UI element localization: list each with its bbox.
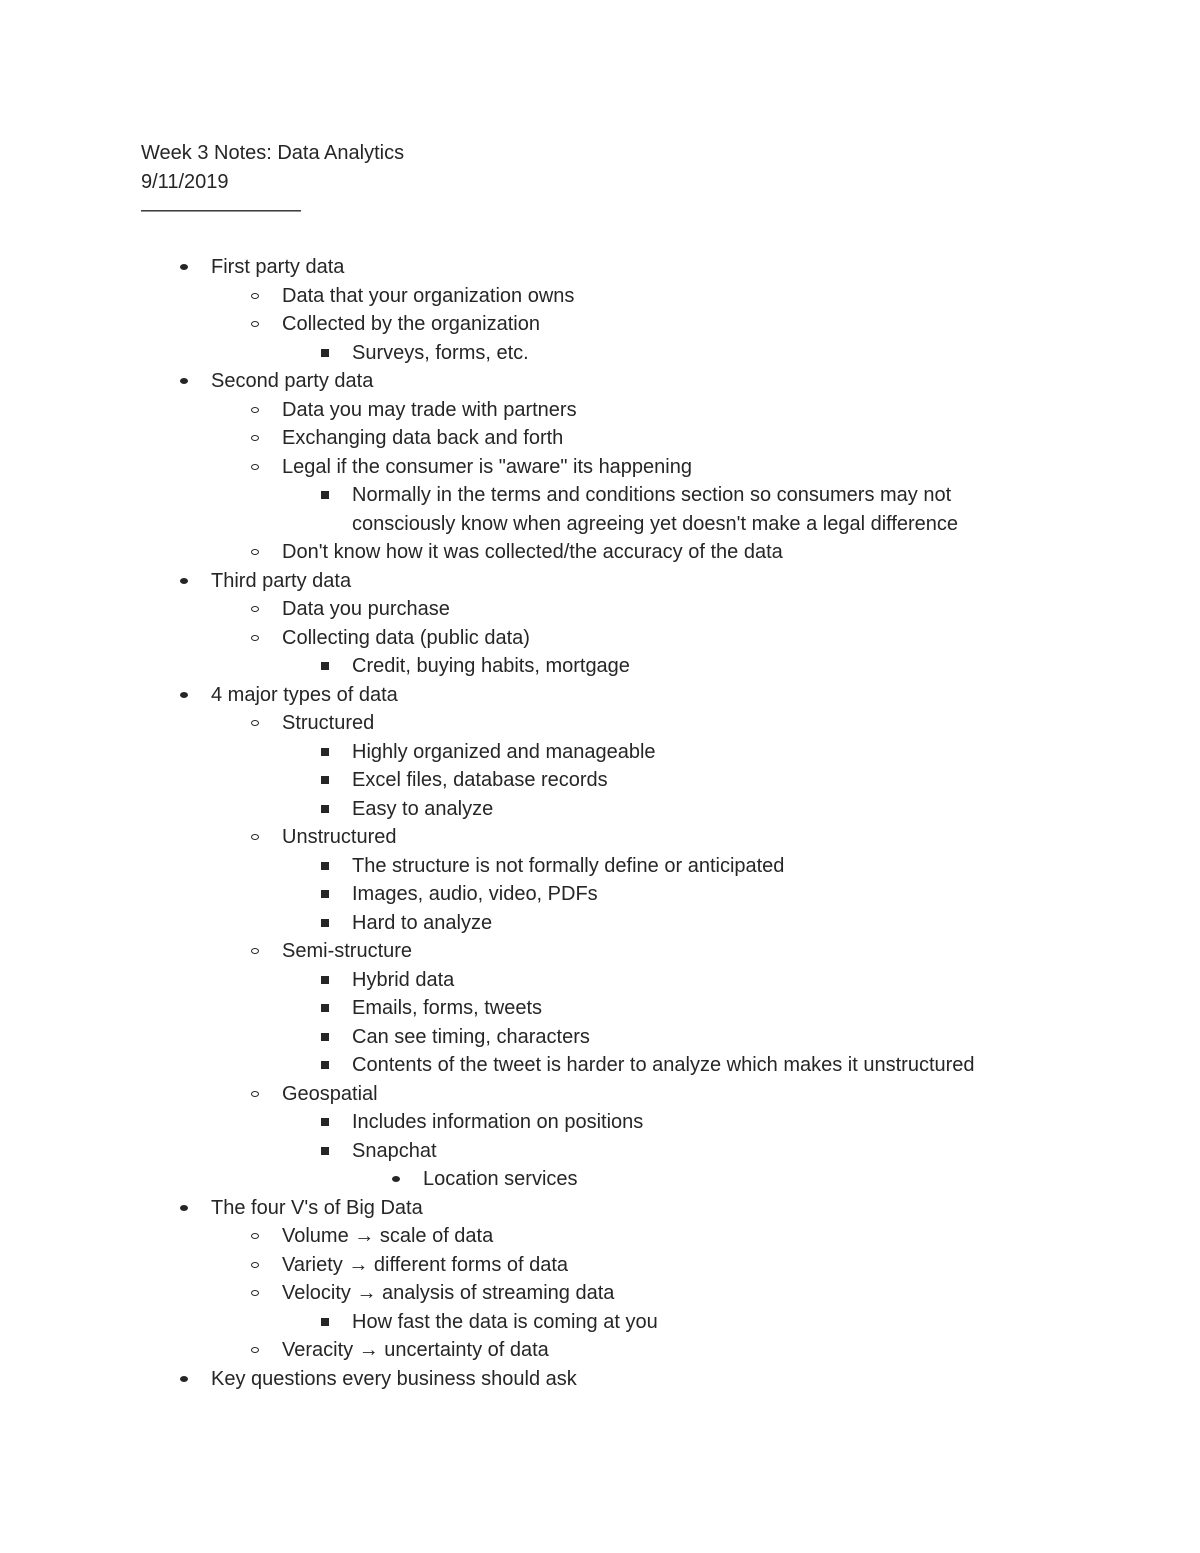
filled-square-icon — [318, 1108, 332, 1137]
outline-item-text: Third party data — [211, 569, 352, 592]
hollow-circle-icon — [248, 424, 262, 453]
filled-disc-icon — [389, 1165, 403, 1194]
filled-disc-icon — [177, 681, 191, 710]
outline-item-text: First party data — [211, 256, 345, 278]
outline-item-level-3 — [0, 880, 1200, 909]
outline-item-level-2 — [0, 624, 1200, 653]
outline-item-level-2 — [0, 453, 1200, 482]
outline-item-text: Collected by the organization — [282, 313, 540, 335]
outline-item-level-3 — [0, 1308, 1200, 1337]
outline-item-text: Veracity → uncertainty of data — [282, 1339, 549, 1361]
outline-item-text: Volume → scale of data — [282, 1225, 494, 1247]
outline-item-level-3 — [0, 738, 1200, 767]
outline-item-text: Data you may trade with partners — [282, 398, 577, 421]
hollow-circle-icon — [248, 310, 262, 339]
hollow-circle-icon — [248, 453, 262, 482]
filled-square-icon — [318, 1308, 332, 1337]
outline-item-level-2 — [0, 709, 1200, 738]
outline-item-level-2 — [0, 282, 1200, 311]
hollow-circle-icon — [248, 1251, 262, 1280]
hollow-circle-icon — [248, 1336, 262, 1365]
hollow-circle-icon — [248, 595, 262, 624]
outline-item-text: Data you purchase — [282, 598, 450, 620]
outline-item-level-3 — [0, 766, 1200, 795]
outline-item-level-2 — [0, 823, 1200, 852]
outline-item-text: Don't know how it was collected/the accuracy of the data — [282, 541, 783, 563]
outline-item-level-2 — [0, 424, 1200, 453]
filled-square-icon — [318, 1137, 332, 1166]
outline-item-level-3 — [0, 1023, 1200, 1052]
hollow-circle-icon — [248, 538, 262, 567]
outline-item-text: Exchanging data back and forth — [282, 427, 564, 449]
outline-item-text: Location services — [423, 1168, 578, 1190]
outline-item-text: Second party data — [211, 370, 374, 392]
outline-item-text: Highly organized and manageable — [352, 740, 656, 763]
outline-item-level-2 — [0, 1222, 1200, 1251]
outline-item-text: Surveys, forms, etc. — [352, 341, 529, 364]
outline-item-text: The four V's of Big Data — [211, 1196, 423, 1219]
outline-item-level-2 — [0, 595, 1200, 624]
outline-item-level-1 — [0, 567, 1200, 596]
outline-item-text: Emails, forms, tweets — [352, 997, 543, 1019]
bulleted-outline — [0, 253, 1200, 1393]
hollow-circle-icon — [248, 1080, 262, 1109]
outline-item-text: Legal if the consumer is "aware" its happening — [282, 455, 692, 478]
outline-item-level-2 — [0, 937, 1200, 966]
outline-item-level-4 — [0, 1165, 1200, 1194]
hollow-circle-icon — [248, 1279, 262, 1308]
outline-item-text: Collecting data (public data) — [282, 626, 530, 649]
outline-item-text: 4 major types of data — [211, 683, 398, 706]
divider-line: ———————— — [141, 199, 301, 221]
outline-item-level-2 — [0, 538, 1200, 567]
outline-item-text: Credit, buying habits, mortgage — [352, 655, 630, 677]
outline-item-text: Geospatial — [282, 1082, 378, 1105]
filled-disc-icon — [177, 367, 191, 396]
outline-item-level-3 — [0, 652, 1200, 681]
filled-square-icon — [318, 994, 332, 1023]
outline-item-level-2 — [0, 1279, 1200, 1308]
outline-item-level-2 — [0, 1336, 1200, 1365]
outline-item-level-3 — [0, 1051, 1200, 1080]
outline-item-text: Includes information on positions — [352, 1111, 644, 1133]
filled-square-icon — [318, 339, 332, 368]
filled-square-icon — [318, 738, 332, 767]
outline-item-text: Contents of the tweet is harder to analyze which makes it unstructured — [352, 1054, 975, 1076]
outline-item-level-1 — [0, 253, 1200, 282]
hollow-circle-icon — [248, 823, 262, 852]
filled-disc-icon — [177, 253, 191, 282]
outline-item-text: Can see timing, characters — [352, 1025, 590, 1048]
hollow-circle-icon — [248, 396, 262, 425]
outline-item-level-3 — [0, 1137, 1200, 1166]
outline-item-level-3 — [0, 1108, 1200, 1137]
document-date: 9/11/2019 — [141, 170, 229, 193]
filled-square-icon — [318, 852, 332, 881]
outline-item-text: Velocity → analysis of streaming data — [282, 1282, 615, 1304]
hollow-circle-icon — [248, 624, 262, 653]
outline-item-text: Excel files, database records — [352, 769, 608, 791]
filled-square-icon — [318, 909, 332, 938]
outline-item-text: Hard to analyze — [352, 911, 493, 934]
filled-square-icon — [318, 880, 332, 909]
outline-item-level-3 — [0, 994, 1200, 1023]
outline-item-text: Key questions every business should ask — [211, 1367, 577, 1390]
outline-item-level-3 — [0, 339, 1200, 368]
outline-item-text: Structured — [282, 712, 375, 734]
filled-square-icon — [318, 1051, 332, 1080]
outline-item-text: Snapchat — [352, 1139, 437, 1162]
outline-item-text: How fast the data is coming at you — [352, 1310, 658, 1333]
outline-item-level-1 — [0, 367, 1200, 396]
filled-disc-icon — [177, 1365, 191, 1394]
hollow-circle-icon — [248, 937, 262, 966]
filled-square-icon — [318, 652, 332, 681]
outline-item-level-1 — [0, 1365, 1200, 1394]
outline-item-text: Normally in the terms and conditions section so consumers may not consciously know when agreeing yet doesn't make a legal difference — [352, 484, 959, 535]
outline-item-text: Easy to analyze — [352, 797, 494, 820]
filled-disc-icon — [177, 567, 191, 596]
outline-item-level-3 — [0, 909, 1200, 938]
outline-item-level-2 — [0, 1080, 1200, 1109]
outline-item-level-3 — [0, 966, 1200, 995]
document-title: Week 3 Notes: Data Analytics — [141, 142, 405, 164]
filled-square-icon — [318, 966, 332, 995]
outline-item-level-3 — [0, 795, 1200, 824]
outline-item-level-1 — [0, 1194, 1200, 1223]
outline-item-text: Data that your organization owns — [282, 284, 575, 307]
outline-item-text: The structure is not formally define or anticipated — [352, 854, 785, 877]
outline-item-level-2 — [0, 310, 1200, 339]
document-header — [141, 139, 404, 225]
filled-square-icon — [318, 795, 332, 824]
outline-item-text: Unstructured — [282, 826, 397, 848]
filled-disc-icon — [177, 1194, 191, 1223]
filled-square-icon — [318, 766, 332, 795]
filled-square-icon — [318, 481, 332, 510]
outline-item-text: Hybrid data — [352, 968, 455, 991]
outline-item-text: Images, audio, video, PDFs — [352, 883, 598, 905]
outline-item-text: Variety → different forms of data — [282, 1253, 569, 1276]
outline-item-level-2 — [0, 396, 1200, 425]
outline-item-level-1 — [0, 681, 1200, 710]
hollow-circle-icon — [248, 709, 262, 738]
filled-square-icon — [318, 1023, 332, 1052]
hollow-circle-icon — [248, 282, 262, 311]
outline-item-level-3 — [0, 481, 1200, 538]
outline-item-level-2 — [0, 1251, 1200, 1280]
hollow-circle-icon — [248, 1222, 262, 1251]
outline-item-text: Semi-structure — [282, 940, 413, 962]
outline-item-level-3 — [0, 852, 1200, 881]
